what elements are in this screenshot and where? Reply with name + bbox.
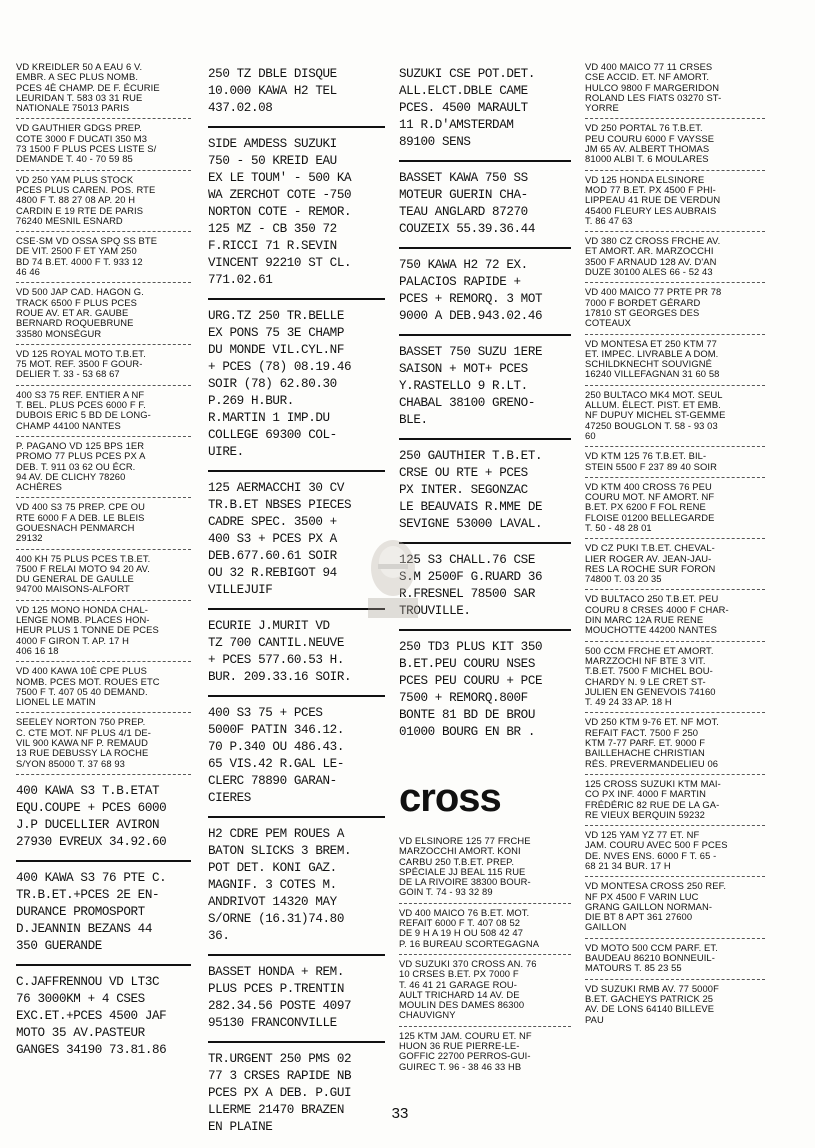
classified-ad: VD SUZUKI RMB AV. 77 5000F B.ET. GACHEYS PATRICK 25 AV. DE LONS 64140 BILLEVE PAU [585,982,719,1025]
classified-ad: VD 400 MAICO 76 B.ET. MOT. REFAIT 6000 F T. 407 08 52 DE 9 H A 19 H OU 508 42 47 P. 16 BUREAU SCORTEGAGNA [399,904,571,955]
classified-ad: VD 125 YAM YZ 77 ET. NF JAM. COURU AVEC 500 F PCES DE. NVES ENS. 6000 F T. 65 - 68 21 34 BUR. 17 H [585,826,765,877]
classified-ad: 250 GAUTHIER T.B.ET. CRSE OU RTE + PCES PX INTER. SEGONZAC LE BEAUVAIS R.MME DE SEVIGNE 53000 LAVAL. [399,440,571,544]
page-number: 33 [391,1105,409,1122]
classified-ad: VD MOTO 500 CCM PARF. ET. BAUDEAU 86210 BONNEUIL- MATOURS T. 85 23 55 [585,939,765,980]
classified-ad: C.JAFFRENNOU VD LT3C 76 3000KM + 4 CSES EXC.ET.+PCES 4500 JAF MOTO 35 AV.PASTEUR GANGES 34190 73.81.86 [16,974,167,1057]
classified-ad: S3 CHALL.76 CSE 2500F G.RUARD 36 R.FRESNEL 78500 SAR TROUVILLE. [399,544,571,631]
classified-ad: BASSET HONDA + REM. PLUS PCES P.TRENTIN 282.34.56 POSTE 4097 95130 FRANCONVILLE [208,956,385,1043]
classified-ad: 125 KTM JAM. COURU ET. NF HUON 36 RUE PIERRE-LE- GOFFIC 22700 PERROS-GUI- GUIREC T. 96 - 38 46 33 HB [399,1029,532,1072]
classified-ad: SEELEY NORTON 750 PREP. C. CTE MOT. NF PLUS 4/1 DE- VIL 900 KAWA NF P. REMAUD 13 RUE DEBUSSY LA ROCHE S/YON 85000 T. 37 68 93 [16,713,191,774]
classified-ad: 125 AERMACCHI 30 CV TR.B.ET NBSES PIECES CADRE SPEC. 3500 + 400 S3 + PCES PX A DEB.677.60.61 SOIR OU 32 R.REBIGOT 94 VILLEJUIF [208,472,385,610]
classified-ad: VD 250 PORTAL 76 T.B.ET. PEU COURU 6000 F VAYSSE JM 65 AV. ALBERT THOMAS 81000 ALBI T. 6 MOULARES [585,119,765,170]
classified-ad: VD KREIDLER 50 A EAU 6 V. EMBR. A SEC PLUS NOMB. PCES 4È CHAMP. DE F. ÉCURIE LEURIDAN T. 583 03 31 RUE NATIONALE 75013 PARIS [16,58,191,119]
classified-ad: TR.URGENT 250 PMS 02 77 3 CRSES RAPIDE NB PCES PX A DEB. P.GUI LLERME 21470 BRAZEN EN PLAINE [208,1052,352,1134]
classified-ad: CSE·SM VD OSSA SPQ SS BTE DE VIT. 2500 F ET YAM 250 BD 74 B.ET. 4000 F T. 933 12 46 46 [16,232,191,283]
classified-ad: VD 400 MAICO 77 PRTE PR 78 7000 F BORDET GÉRARD 17810 ST GEORGES DES COTEAUX [585,283,765,334]
classified-ad: BASSET KAWA 750 SS MOTEUR GUERIN CHA- TEAU ANGLARD 87270 COUZEIX 55.39.36.44 [399,162,571,249]
classified-ad: VD KTM 400 CROSS 76 PEU COURU MOT. NF AMORT. NF B.ET. PX 6200 F FOL RENE FLOISE 01200 BELLEGARDE T. 50 - 48 28 01 [585,478,765,539]
classified-ad: 400 KH 75 PLUS PCES T.B.ET. 7500 F RELAI MOTO 94 20 AV. DU GENERAL DE GAULLE 94700 MAISONS-ALFORT [16,550,191,601]
column-1 [16,58,191,1068]
classified-ad: VD 400 MAICO 77 11 CRSES CSE ACCID. ET. NF AMORT. HULCO 9800 F MARGERIDON ROLAND LES FIATS 03270 ST- YORRE [585,58,765,119]
classified-ad: 125 CROSS SUZUKI KTM MAI- CO PX INF. 4000 F MARTIN FRÉDÉRIC 82 RUE DE LA GA- RE VIEUX BERQUIN 59232 [585,775,765,826]
column-4 [585,58,765,1030]
classified-ad: P. PAGANO VD 125 BPS 1ER PROMO 77 PLUS PCES PX A DEB. T. 911 03 62 OU ÉCR. 94 AV. DE CLICHY 78260 ACHÈRES [16,437,191,498]
classified-ad: VD 500 JAP CAD. HAGON G. TRACK 6500 F PLUS PCES ROUE AV. ET AR. GAUBE BERNARD ROQUEBRUNE 33580 MONSÉGUR [16,283,191,344]
classified-ad: VD CZ PUKI T.B.ET. CHEVAL- LIER ROGER AV. JEAN-JAU- RES LA ROCHE SUR FORON 74800 T. 03 20 35 [585,539,765,590]
classified-ad: VD SUZUKI 370 CROSS AN. 76 10 CRSES B.ET. PX 7000 F T. 46 41 21 GARAGE ROU- AULT TRICHARD 14 AV. DE MOULIN DES DAMES 86300 CHAUVIGNY [399,955,571,1027]
portrait-watermark-icon [358,530,428,620]
classified-ad: 400 S3 75 + PCES 5000F PATIN 346.12. 70 P.340 OU 486.43. 65 VIS.42 R.GAL LE- CLERC 78890 GARAN- CIERES [208,697,385,818]
classified-ad: VD 250 KTM 9-76 ET. NF MOT. REFAIT FACT. 7500 F 250 KTM 7-77 PARF. ET. 9000 F BAILLEHACHE CHRISTIAN RÉS. PREVERMANDELIEU 06 [585,713,765,774]
classified-ad: H2 CDRE PEM ROUES A BATON SLICKS 3 BREM. POT DET. KONI GAZ. MAGNIF. 3 COTES M. ANDRIVOT 14320 MAY S/ORNE (16.31)74.80 36. [208,818,385,956]
classified-ad: SIDE AMDESS SUZUKI 750 - 50 KREID EAU EX LE TOUM' - 500 KA WA ZERCHOT COTE -750 NORTON COTE - REMOR. 125 MZ - CB 350 72 F.RICCI 71 R.SEVIN VINCENT 92210 ST CL. 771.02.61 [208,128,385,300]
section-heading: cross [399,776,501,820]
classified-ad: VD 400 S3 75 PREP. CPE OU RTE 6000 F A DEB. LE BLEIS GOUESNACH PENMARCH 29132 [16,498,191,549]
classified-ad: 250 TZ DBLE DISQUE 10.000 KAWA H2 TEL 437.02.08 [208,58,385,128]
classified-ad: VD MONTESA CROSS 250 REF. NF PX 4500 F VARIN LUC GRANG GAILLON NORMAN- DIE BT 8 APT 361 27600 GAILLON [585,877,765,938]
classified-ad: SUZUKI CSE POT.DET. ALL.ELCT.DBLE CAME PCES. 4500 MARAULT 11 R.D'AMSTERDAM 89100 SENS [399,58,571,162]
classified-ad: VD 400 KAWA 10È CPE PLUS NOMB. PCES MOT. ROUES ETC 7500 F T. 407 05 40 DEMAND. LIONEL LE MATIN [16,662,191,713]
classified-ad: 500 CCM FRCHE ET AMORT. MARZZOCHI NF BTE 3 VIT. T.B.ET. 7500 F MICHEL BOU- CHARDY N. 9 LE CRET ST- JULIEN EN GENEVOIS 74160 T. 49 24 33 AP. 18 H [585,642,765,714]
classified-ad: VD GAUTHIER GDGS PREP. COTE 3000 F DUCATI 350 M3 73 1500 F PLUS PCES LISTE S/ DEMANDE T. 40 - 70 59 85 [16,119,191,170]
classified-ad: 750 KAWA H2 72 EX. PALACIOS RAPIDE + PCES + REMORQ. 3 MOT 9000 A DEB.943.02.46 [399,249,571,336]
classified-ad: 250 TD3 PLUS KIT 350 B.ET.PEU COURU NSES PCES PEU COURU + PCE 7500 + REMORQ.800F BONTE 81 BD DE BROU 01000 BOURG EN BR . [399,640,543,739]
classified-ad: URG.TZ 250 TR.BELLE EX PONS 75 3E CHAMP DU MONDE VIL.CYL.NF + PCES (78) 08.19.46 SOIR (78) 62.80.30 P.269 H.BUR. R.MARTIN 1 IMP.DU COLLEGE 69300 COL- UIRE. [208,300,385,472]
classified-ad: VD MONTESA ET 250 KTM 77 ET. IMPEC. LIVRABLE A DOM. SCHILDKNECHT SOUVIGNÉ 16240 VILLEFAGNAN 31 60 58 [585,335,765,386]
classified-ad: BASSET 750 SUZU 1ERE SAISON + MOT+ PCES Y.RASTELLO 9 R.LT. CHABAL 38100 GRENO- BLE. [399,336,571,440]
classified-ad: VD KTM 125 76 T.B.ET. BIL- STEIN 5500 F 237 89 40 SOIR [585,447,765,478]
classified-ad: VD BULTACO 250 T.B.ET. PEU COURU 8 CRSES 4000 F CHAR- DIN MARC 12A RUE RENE MOUCHOTTE 44200 NANTES [585,590,765,641]
classified-ad: 400 KAWA S3 76 PTE C. TR.B.ET.+PCES 2E EN- DURANCE PROMOSPORT D.JEANNIN BEZANS 44 350 GUERANDE [16,862,191,966]
classified-ad: VD 125 MONO HONDA CHAL- LENGE NOMB. PLACES HON- HEUR PLUS 1 TONNE DE PCES 4000 F GIRON T. AP. 17 H 406 16 18 [16,601,191,662]
classified-ad: VD ELSINORE 125 77 FRCHE MARZOCCHI AMORT. KONI CARBU 250 T.B.ET. PREP. SPÉCIALE JJ BEAL 115 RUE DE LA RIVOIRE 38300 BOUR- GOIN T. 74 - 93 32 89 [399,832,571,904]
classified-ad: ECURIE J.MURIT VD TZ 700 CANTIL.NEUVE + PCES 577.60.53 H. BUR. 209.33.16 SOIR. [208,610,385,697]
classified-ad: VD 250 YAM PLUS STOCK PCES PLUS CAREN. POS. RTE 4800 F T. 88 27 08 AP. 20 H CARDIN E 19 RTE DE PARIS 76240 MESNIL ESNARD [16,171,191,232]
classified-ad: 400 KAWA S3 T.B.ETAT EQU.COUPE + PCES 6000 J.P DUCELLIER AVIRON 27930 EVREUX 34.92.60 [16,775,191,862]
classified-ad: 250 BULTACO MK4 MOT. SEUL ALLUM. ÉLECT. PIST. ET EMB. NF DUPUY MICHEL ST-GEMME 47250 BOUGLON T. 58 - 93 03 60 [585,386,765,447]
classified-ad: VD 125 ROYAL MOTO T.B.ET. 75 MOT. REF. 3500 F GOUR- DELIER T. 33 - 53 68 67 [16,345,191,386]
classified-ad: VD 125 HONDA ELSINORE MOD 77 B.ET. PX 4500 F PHI- LIPPEAU 41 RUE DE VERDUN 45400 FLEURY LES AUBRAIS T. 86 47 63 [585,171,765,232]
classified-ad: 400 S3 75 REF. ENTIER A NF T. BEL. PLUS PCES 6000 F F. DUBOIS ERIC 5 BD DE LONG- CHAMP 44100 NANTES [16,386,191,437]
classified-ad: VD 380 CZ CROSS FRCHE AV. ET AMORT. AR. MARZOCCHI 3500 F ARNAUD 128 AV. D'AN DUZE 30100 ALES 66 - 52 43 [585,232,765,283]
